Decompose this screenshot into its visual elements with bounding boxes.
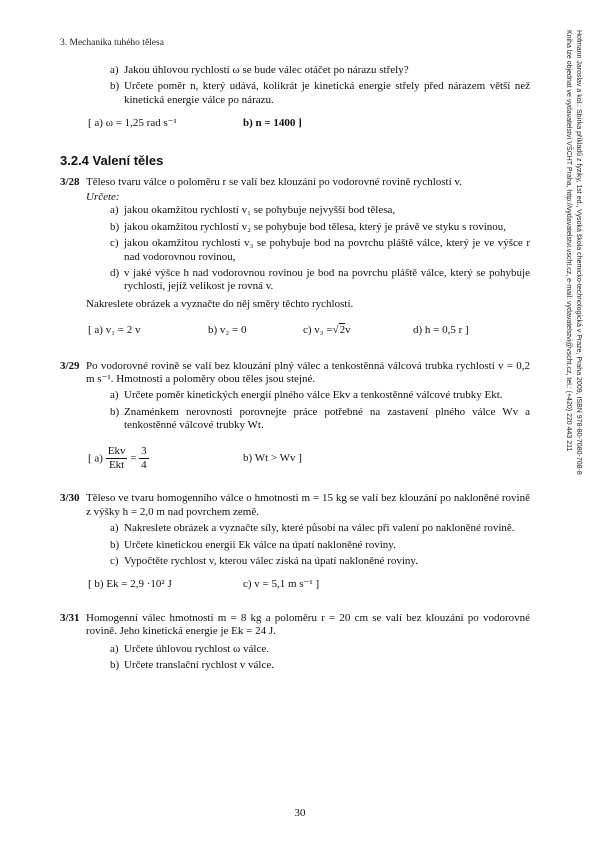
section-title: 3.2.4 Valení těles <box>60 152 164 168</box>
problem-3-29: 3/29 Po vodorovné rovině se valí bez klouzání plný válec a tenkostěnná válcová trubka rychlostí v = 0,2 m s⁻¹. Hmotnosti a poloměry obou těles jsou stejné. a) Určete poměr kinetických energií plného válce Ekv a tenkostěnné válcové trubky Ekt. b) Znaménkem nerovnosti porovnejte práce potřebné na zastavení plného válce Wv a tenkostěnné válcové trubky Wt. [ a) $\frac{\text{Ekv}}{\text{Ekt}}$ = $\frac{3}{4}$ b) Wt > Wv ] <box>60 359 530 471</box>
problem-3-31: 3/31 Homogenní válec hmotnosti m = 8 kg a poloměru r = 20 cm se valí bez klouzání po vodorovné rovině. Jeho kinetická energie je Ek = 24 J. a) Určete úhlovou rychlost ω válce. b) Určete translační rychlost v válce. <box>60 611 530 672</box>
prev-answer-a: [ a) ω = 1,25 rad s⁻¹ <box>88 117 177 130</box>
answer-c: c) v₃ =√2v <box>303 324 351 337</box>
problem-number: 3/28 <box>60 176 80 189</box>
prev-question-a: a) Jakou úhlovou rychlostí ω se bude válec otáčet po nárazu střely? <box>110 64 409 76</box>
question-c: jakou okamžitou rychlostí v₃ se pohybuje bod na povrchu pláště válce, který je ve výšce r nad vodorovnou rovinou, <box>124 237 530 263</box>
question-b: Znaménkem nerovnosti porovnejte práce potřebné na zastavení plného válce Wv a tenkostěnné válcové trubky Wt. <box>124 405 530 432</box>
problem-text: Těleso tvaru válce o poloměru r se valí bez klouzání po vodorovné rovině rychlostí v. <box>86 176 462 189</box>
problem-instruction: Určete: <box>86 190 120 203</box>
problem-3-28: 3/28 Těleso tvaru válce o poloměru r se valí bez klouzání po vodorovné rovině rychlostí v. Určete: a) jakou okamžitou rychlostí v₁ se pohybuje nejvyšší bod tělesa, b) jakou okamžitou rychlostí v₂ se pohybuje bod tělesa, který je právě ve styku s rovinou, c) jakou okamžitou rychlostí v₃ se pohybuje bod na povrchu pláště válce, který je ve výšce r nad vodorovnou rovinou, d) v jaké výšce h nad vodorovnou rovinou je bod na povrchu pláště válce, který se pohybuje rychlostí, jejíž velikost je rovná v. Nakreslete obrázek a vyznačte do něj směry těchto rychlostí. [ a) v₁ = 2 v b) v₂ = 0 c) v₃ =√2v d) h = 0,5 r ] <box>60 176 530 337</box>
problem-text: Homogenní válec hmotnosti m = 8 kg a poloměru r = 20 cm se valí bez klouzání po vodorovné rovině. Jeho kinetická energie je Ek = 24 J. <box>86 611 530 638</box>
prev-answer-b: b) n = 1400 ] <box>243 117 302 130</box>
prev-answer <box>88 117 530 130</box>
question-a: Určete úhlovou rychlost ω válce. <box>124 642 269 655</box>
question-d: v jaké výšce h nad vodorovnou rovinou je bod na povrchu pláště válce, který se pohybuje rychlostí, jejíž velikost je rovná v. <box>124 266 530 293</box>
question-b: jakou okamžitou rychlostí v₂ se pohybuje bod tělesa, který je právě ve styku s rovinou, <box>124 220 507 233</box>
answer-d: d) h = 0,5 r ] <box>413 323 469 336</box>
problem-answer <box>88 323 530 337</box>
running-head: 3. Mechanika tuhého tělesa <box>60 38 164 48</box>
question-a: Nakreslete obrázek a vyznačte síly, které působí na válec při valení po nakloněné rovině. <box>124 522 515 535</box>
answer-c: c) v = 5,1 m s⁻¹ ] <box>243 578 320 591</box>
copyright-sidebar <box>556 30 596 590</box>
problem-number: 3/31 <box>60 611 80 624</box>
problem-text: Po vodorovné rovině se valí bez klouzání plný válec a tenkostěnná válcová trubka rychlostí v = 0,2 m s⁻¹. Hmotnosti a poloměry obou těles jsou stejné. <box>86 359 530 385</box>
sidebar-citation: Hofmann Jaroslav a kol.: Sbírka příkladů z fyziky, 1st ed., Vysoká škola chemicko-technologická v Praze, Praha 2009, ISBN 978-80-7080-708-8 <box>575 30 582 475</box>
problem-task: Nakreslete obrázek a vyznačte do něj směry těchto rychlostí. <box>86 297 354 310</box>
energy-ratio-fraction: $\frac{\text{Ekv}}{\text{Ekt}}$ <box>107 444 126 471</box>
problem-number: 3/29 <box>60 359 80 372</box>
answer-b: b) v₂ = 0 <box>208 323 247 336</box>
question-b: Určete translační rychlost v válce. <box>124 659 274 672</box>
question-a: Určete poměr kinetických energií plného válce Ekv a tenkostěnné válcové trubky Ekt. <box>124 389 503 402</box>
question-b: Určete kinetickou energii Ek válce na úpatí nakloněné roviny. <box>124 538 396 551</box>
prev-question-b: b) Určete poměr n, který udává, kolikrát je kinetická energie střely před nárazem větší než kinetická energie válce po nárazu. <box>110 80 530 106</box>
question-c: Vypočtěte rychlost v, kterou válec získá na úpatí nakloněné roviny. <box>124 555 418 568</box>
answer-b: b) Wt > Wv ] <box>243 451 302 464</box>
page-number: 30 <box>294 807 306 819</box>
ratio-value-fraction: $\frac{3}{4}$ <box>141 444 147 471</box>
answer-a: [ a) v₁ = 2 v <box>88 323 141 336</box>
problem-text: Těleso ve tvaru homogenního válce o hmotnosti m = 15 kg se valí bez klouzání po nakloněné rovině z výšky h = 2,0 m nad povrchem země. <box>86 492 530 518</box>
answer-a: [ a) $\frac{\text{Ekv}}{\text{Ekt}}$ = $\frac{3}{4}$ <box>88 444 147 471</box>
problem-3-30: 3/30 Těleso ve tvaru homogenního válce o hmotnosti m = 15 kg se valí bez klouzání po nakloněné rovině z výšky h = 2,0 m nad povrchem země. a) Nakreslete obrázek a vyznačte síly, které působí na válec při valení po nakloněné rovině. b) Určete kinetickou energii Ek válce na úpatí nakloněné roviny. c) Vypočtěte rychlost v, kterou válec získá na úpatí nakloněné roviny. [ b) Ek = 2,9 ·10² J c) v = 5,1 m s⁻¹ ] <box>60 492 530 591</box>
page-content <box>60 64 530 675</box>
problem-answer <box>88 445 530 473</box>
answer-b: [ b) Ek = 2,9 ·10² J <box>88 578 172 591</box>
sidebar-order-info: Kniha lze objednat ve vydavatelství VŠCHT Praha, http://vydavatelstvi.vscht.cz, e-mail: vydavatelstvi@vscht.cz, tel.: (+420) 220 443 211 <box>565 30 572 452</box>
problem-answer <box>88 578 530 591</box>
question-a: jakou okamžitou rychlostí v₁ se pohybuje nejvyšší bod tělesa, <box>124 204 396 217</box>
problem-number: 3/30 <box>60 492 80 505</box>
